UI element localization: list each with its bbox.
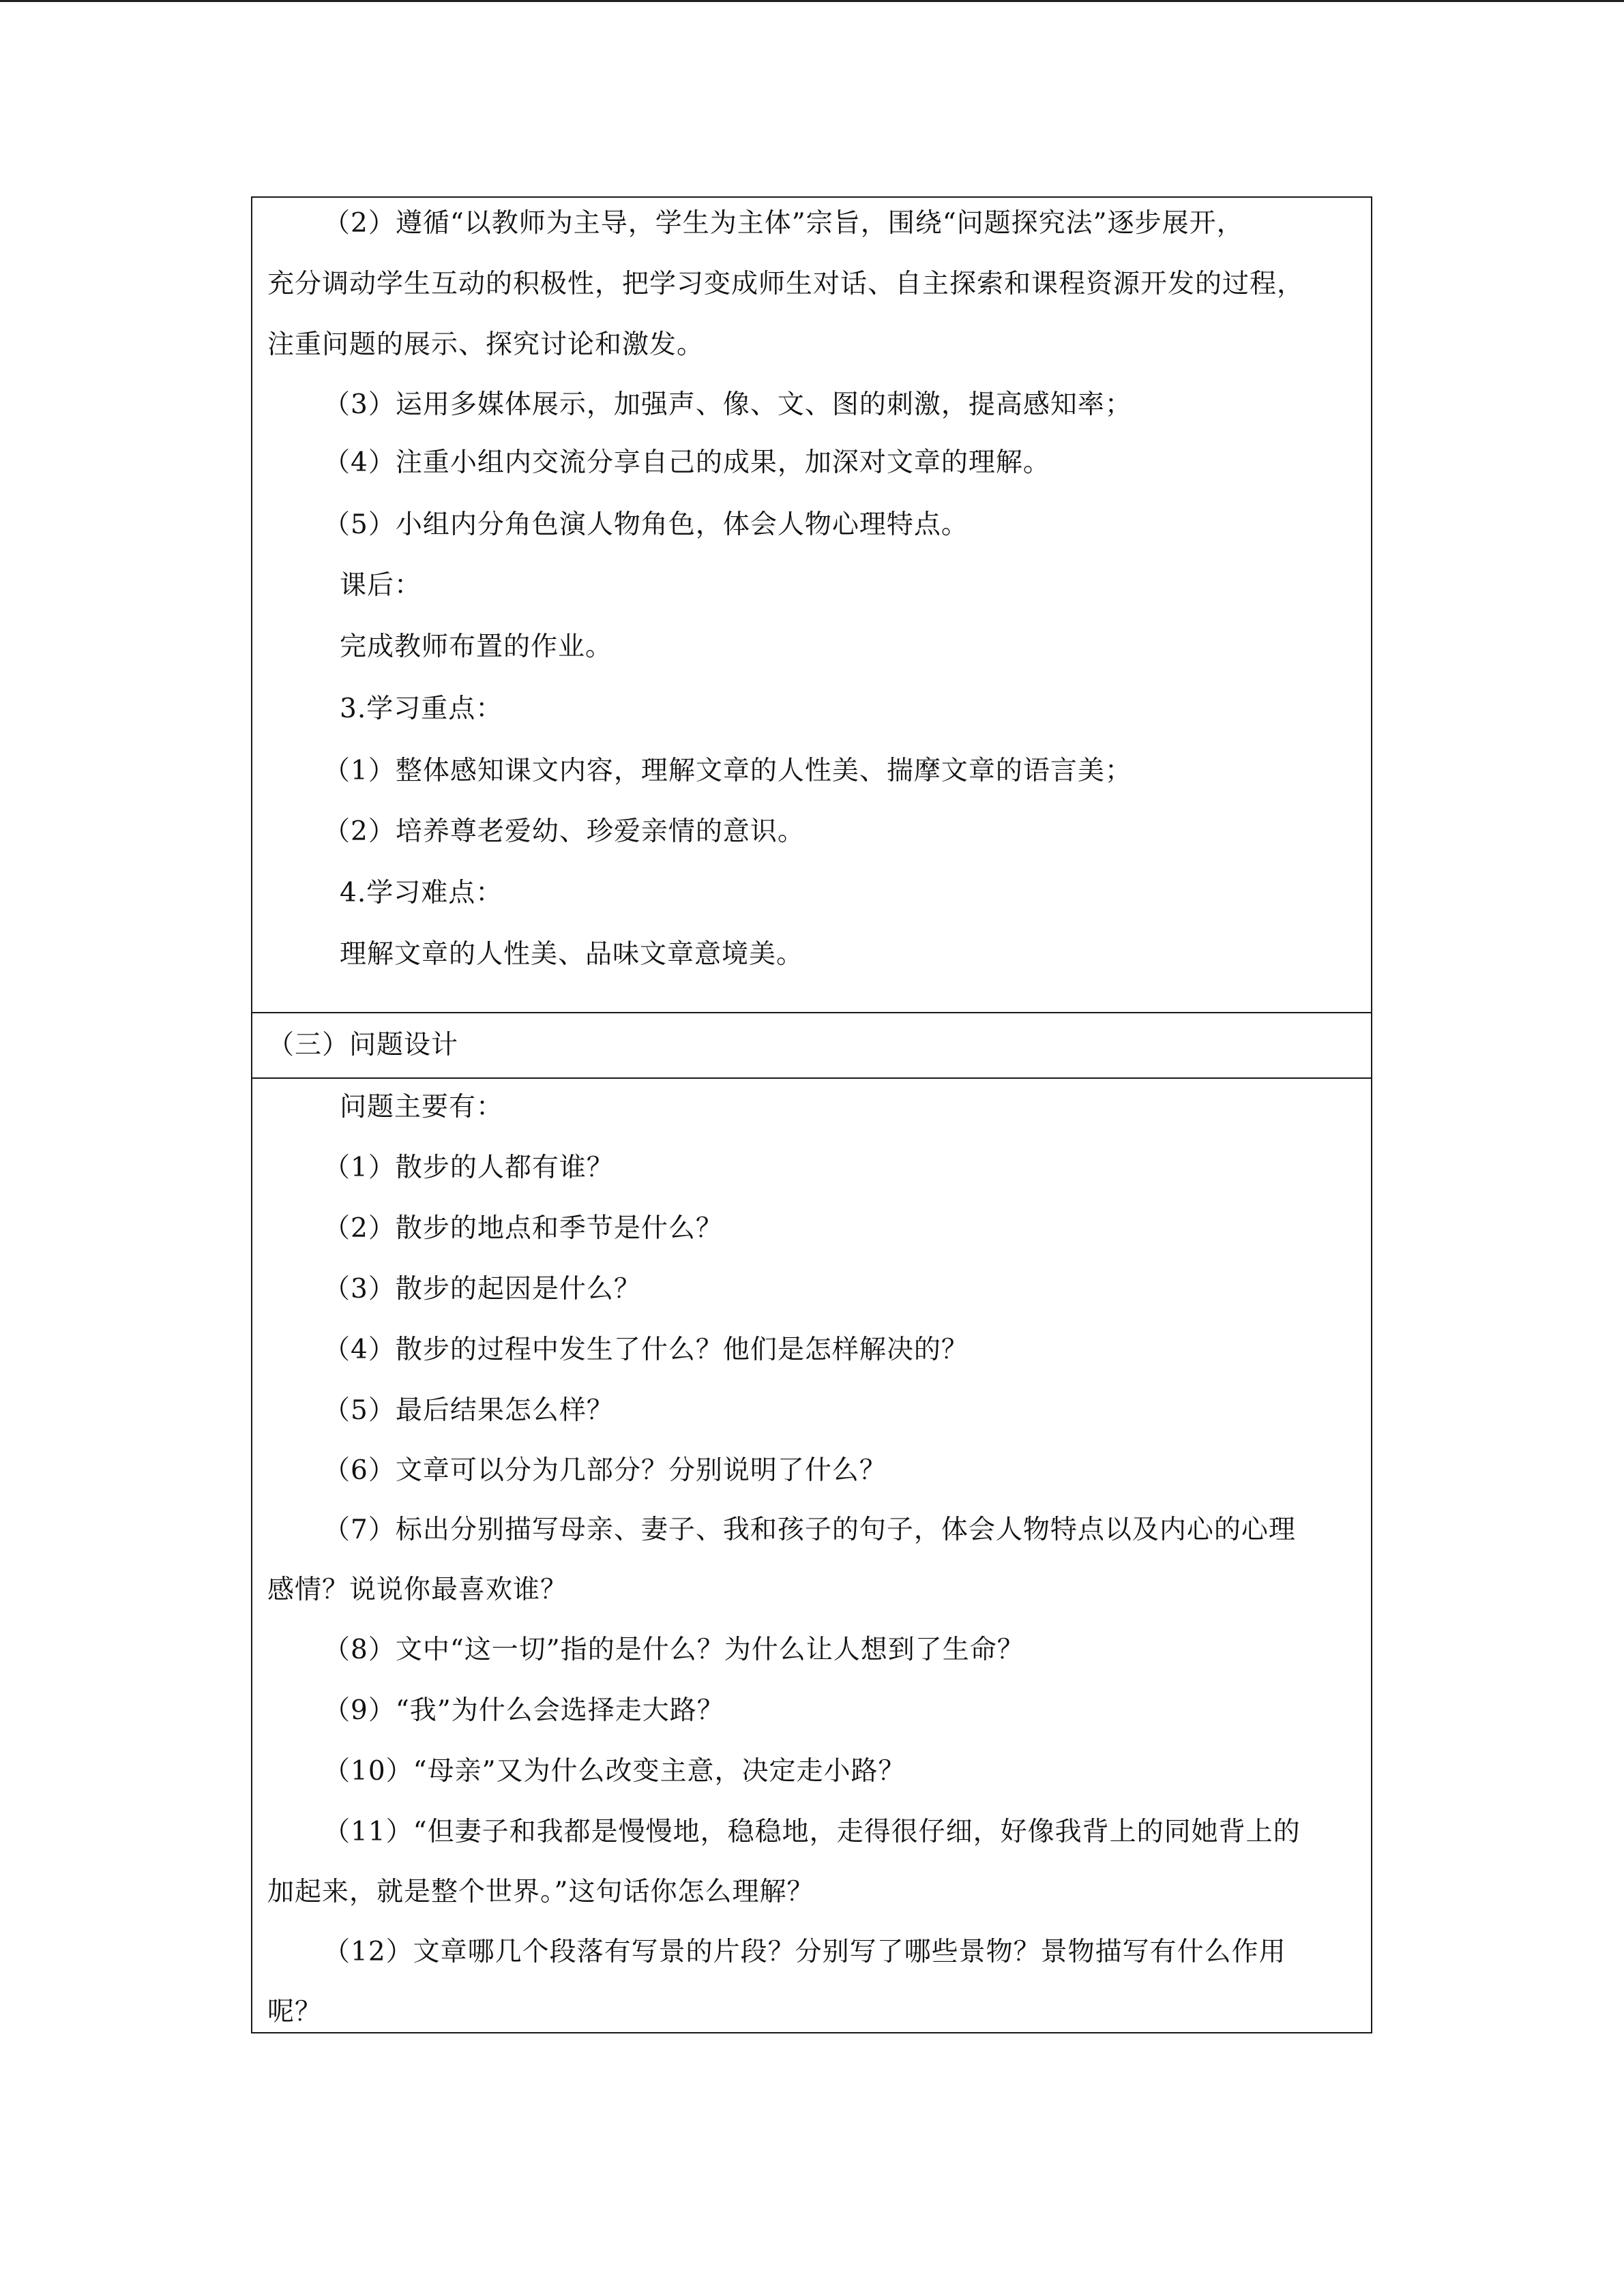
paragraph-line: 完成教师布置的作业。 [340, 631, 613, 662]
question-item: （11）“但妻子和我都是慢慢地，稳稳地，走得很仔细，好像我背上的同她背上的 [323, 1817, 1301, 1847]
key-points-heading: 3.学习重点： [340, 694, 503, 724]
question-item: （4）散步的过程中发生了什么？他们是怎样解决的？ [323, 1335, 969, 1365]
paragraph-line: （2）培养尊老爱幼、珍爱亲情的意识。 [323, 816, 805, 847]
lesson-plan-table [251, 196, 1372, 2033]
paragraph-line: 课后： [340, 570, 422, 601]
question-item-continued: 呢？ [267, 1997, 323, 2027]
question-item: （12）文章哪几个段落有写景的片段？分别写了哪些景物？景物描写有什么作用 [323, 1937, 1286, 1967]
question-intro: 问题主要有： [340, 1092, 504, 1122]
page-top-rule [0, 0, 1624, 2]
question-item: （8）文中“这一切”指的是什么？为什么让人想到了生命？ [323, 1635, 1024, 1665]
paragraph-line: 充分调动学生互动的积极性，把学习变成师生对话、自主探索和课程资源开发的过程， [267, 269, 1305, 299]
teaching-methods-cell [252, 198, 1371, 1012]
question-item: （10）“母亲”又为什么改变主意，决定走小路？ [323, 1756, 906, 1787]
paragraph-line: （1）整体感知课文内容，理解文章的人性美、揣摩文章的语言美； [323, 756, 1132, 786]
paragraph-line: （2）遵循“以教师为主导，学生为主体”宗旨，围绕“问题探究法”逐步展开， [323, 208, 1244, 239]
question-item: （5）最后结果怎么样？ [323, 1395, 614, 1426]
paragraph-line: （3）运用多媒体展示，加强声、像、文、图的刺激，提高感知率； [323, 389, 1132, 420]
difficulties-heading: 4.学习难点： [340, 878, 503, 908]
question-item: （2）散步的地点和季节是什么？ [323, 1213, 723, 1244]
question-item: （9）“我”为什么会选择走大路？ [323, 1695, 724, 1726]
question-item: （3）散步的起因是什么？ [323, 1274, 641, 1304]
question-item: （6）文章可以分为几部分？分别说明了什么？ [323, 1455, 887, 1486]
question-list-cell [252, 1077, 1371, 2032]
paragraph-line: （4）注重小组内交流分享自己的成果，加深对文章的理解。 [323, 447, 1050, 478]
section-heading: （三）问题设计 [267, 1030, 459, 1060]
question-item: （1）散步的人都有谁？ [323, 1152, 614, 1183]
paragraph-line: 注重问题的展示、探究讨论和激发。 [267, 329, 705, 360]
question-design-heading-cell [252, 1012, 1371, 1077]
question-item: （7）标出分别描写母亲、妻子、我和孩子的句子，体会人物特点以及内心的心理 [323, 1515, 1296, 1545]
paragraph-line: （5）小组内分角色演人物角色，体会人物心理特点。 [323, 509, 969, 540]
question-item-continued: 感情？说说你最喜欢谁？ [267, 1575, 568, 1605]
paragraph-line: 理解文章的人性美、品味文章意境美。 [340, 939, 804, 970]
question-item-continued: 加起来，就是整个世界。”这句话你怎么理解？ [267, 1877, 814, 1907]
